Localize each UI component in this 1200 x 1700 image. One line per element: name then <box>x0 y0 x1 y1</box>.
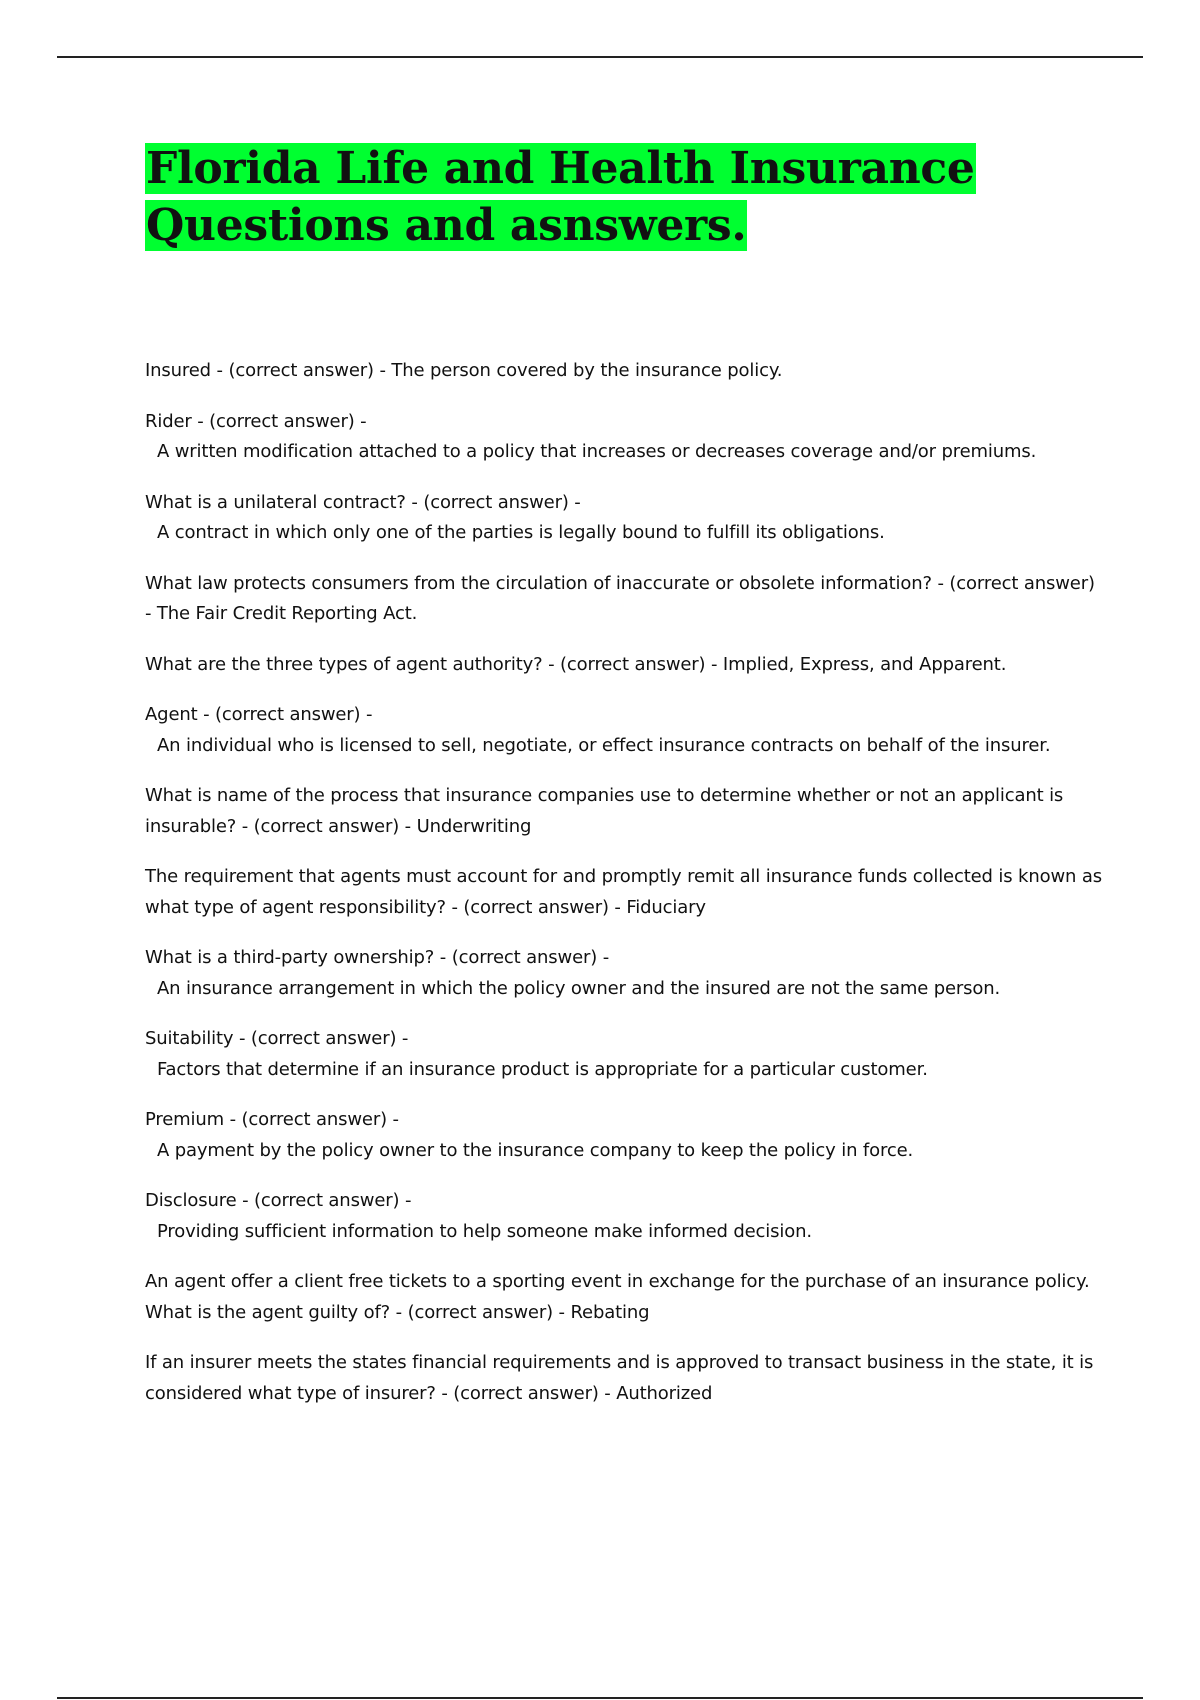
qa-answer: Fiduciary <box>626 896 706 918</box>
qa-marker: - (correct answer) - <box>229 1109 399 1130</box>
qa-answer: A written modification attached to a policy that increases or decreases coverage and/or premiums. <box>157 441 1037 462</box>
qa-question: What law protects consumers from the circulation of inaccurate or obsolete information? <box>145 572 932 594</box>
qa-question: What is a third-party ownership? <box>145 947 435 968</box>
qa-question: The requirement that agents must account for and promptly remit all insurance funds collected is known as what type of agent responsibility? <box>145 866 1102 918</box>
qa-answer: A contract in which only one of the parties is legally bound to fulfill its obligations. <box>157 522 885 543</box>
qa-question: An agent offer a client free tickets to a sporting event in exchange for the purchase of an insurance policy. What is the agent guilty of? <box>145 1271 1090 1323</box>
qa-question: What is name of the process that insurance companies use to determine whether or not an applicant is insurable? <box>145 785 1064 837</box>
qa-answer: Implied, Express, and Apparent. <box>722 653 1007 675</box>
qa-marker: - (correct answer) - <box>451 896 627 918</box>
qa-item <box>145 650 1105 681</box>
qa-question: If an insurer meets the states financial requirements and is approved to transact business in the state, it is considered what type of insurer? <box>145 1352 1094 1404</box>
qa-answer: An insurance arrangement in which the policy owner and the insured are not the same person. <box>157 977 1001 999</box>
qa-marker: - (correct answer) - <box>239 1028 409 1049</box>
qa-marker: - (correct answer) - <box>216 360 392 381</box>
qa-item <box>145 1267 1105 1328</box>
qa-item <box>145 1105 1105 1166</box>
qa-item <box>145 781 1105 842</box>
qa-question: Suitability <box>145 1028 234 1049</box>
qa-answer: Underwriting <box>416 815 532 837</box>
qa-question: What are the three types of agent authority? <box>145 653 543 675</box>
qa-marker: - (correct answer) - <box>197 410 367 432</box>
qa-item <box>145 1348 1105 1409</box>
header-rule <box>57 56 1143 58</box>
qa-question: Premium <box>145 1109 225 1130</box>
qa-marker: - (correct answer) - <box>411 491 581 513</box>
qa-answer: A payment by the policy owner to the insurance company to keep the policy in force. <box>157 1139 914 1161</box>
qa-marker: - (correct answer) - <box>203 704 373 725</box>
qa-marker: - (correct answer) - <box>441 1382 617 1404</box>
qa-item <box>145 700 1105 761</box>
qa-answer: Authorized <box>616 1382 713 1404</box>
qa-answer: Rebating <box>570 1301 650 1323</box>
qa-item <box>145 569 1105 630</box>
qa-question: What is a unilateral contract? <box>145 491 406 513</box>
qa-item <box>145 862 1105 923</box>
qa-marker: - (correct answer) - <box>548 653 723 675</box>
qa-marker: - (correct answer) - <box>395 1301 571 1323</box>
qa-question: Disclosure <box>145 1190 237 1211</box>
qa-marker: - (correct answer) - <box>242 1190 412 1211</box>
qa-marker: - (correct answer) - <box>145 572 1095 624</box>
document-title-highlight: Florida Life and Health Insurance Questions and asnswers. <box>146 143 975 251</box>
qa-item <box>145 1186 1105 1247</box>
qa-answer: The Fair Credit Reporting Act. <box>156 603 418 624</box>
qa-item <box>145 407 1105 468</box>
document-page <box>145 140 1105 1429</box>
qa-question: Insured <box>145 360 211 381</box>
qa-answer: Providing sufficient information to help someone make informed decision. <box>157 1220 812 1242</box>
qa-item <box>145 1024 1105 1085</box>
qa-answer: An individual who is licensed to sell, negotiate, or effect insurance contracts on behalf of the insurer. <box>157 734 1051 756</box>
qa-list <box>145 356 1105 1409</box>
document-title <box>145 140 1105 254</box>
qa-marker: - (correct answer) - <box>439 947 610 968</box>
qa-answer: The person covered by the insurance policy. <box>391 360 783 381</box>
qa-marker: - (correct answer) - <box>241 815 417 837</box>
qa-question: Agent <box>145 704 198 725</box>
qa-item <box>145 356 1105 387</box>
qa-question: Rider <box>145 410 192 432</box>
qa-item <box>145 488 1105 549</box>
qa-item <box>145 943 1105 1004</box>
footer-rule <box>57 1697 1143 1699</box>
qa-answer: Factors that determine if an insurance product is appropriate for a particular customer. <box>157 1058 928 1080</box>
